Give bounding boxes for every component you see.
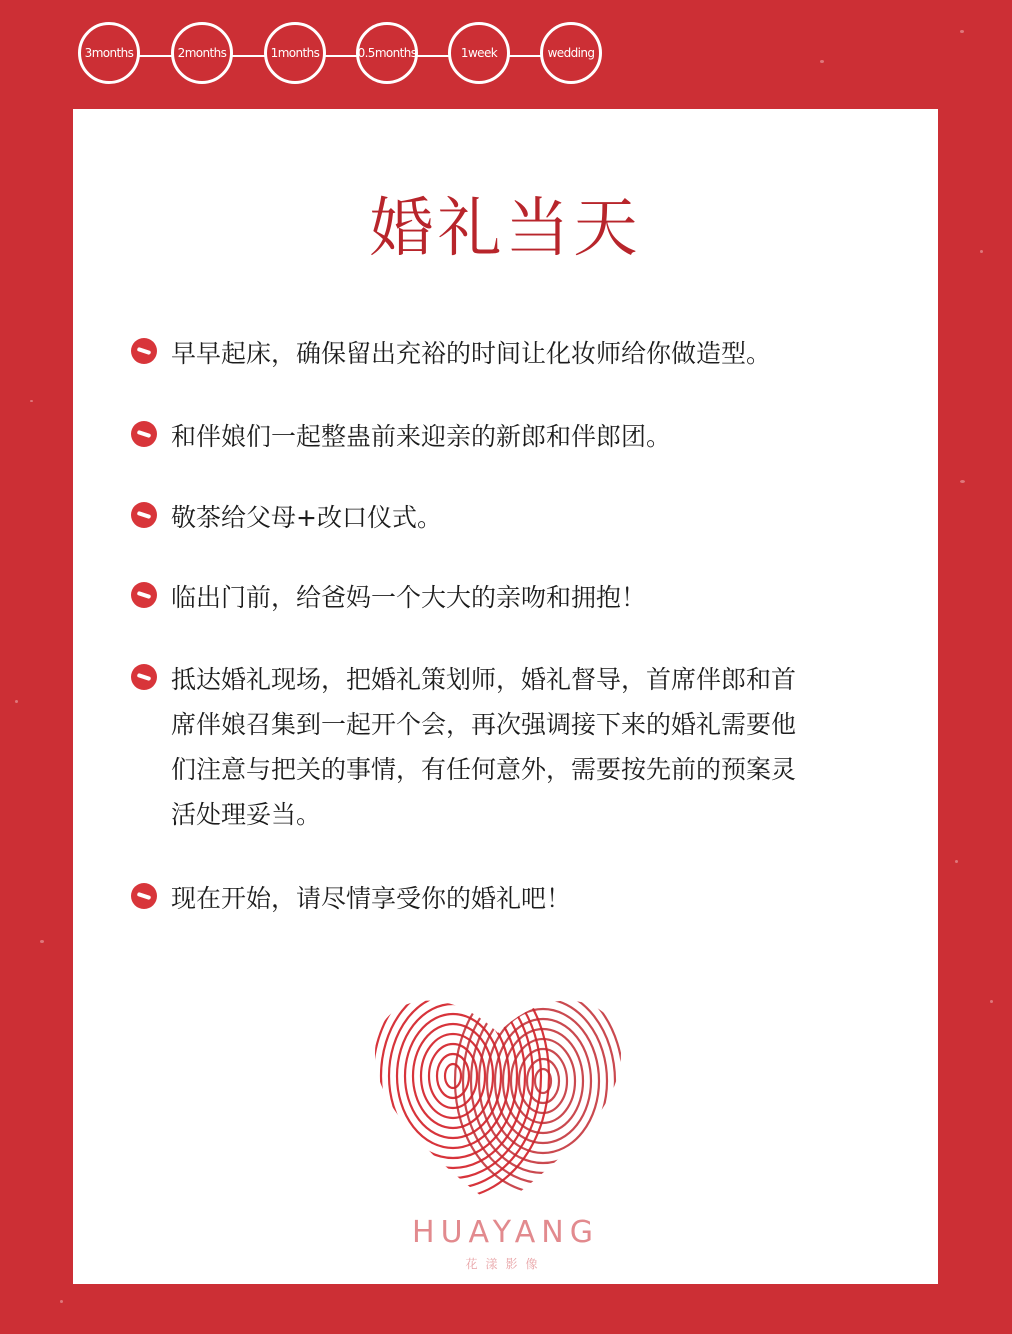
list-item-text: 和伴娘们一起整蛊前来迎亲的新郎和伴郎团。 [171,422,672,451]
page-title: 婚礼当天 [369,192,642,266]
list-item-text: 抵达婚礼现场，把婚礼策划师，婚礼督导，首席伴郎和首席伴娘召集到一起开个会，再次强调接下来的婚礼需要他们注意与把关的事情，有任何意外，需要按先前的预案灵活处理妥当。 [171,665,797,829]
list-item-text: 临出门前，给爸妈一个大大的亲吻和拥抱！ [171,583,647,612]
bullet-circle-icon [131,502,157,528]
bullet-circle-icon [131,582,157,608]
timeline-step-1months[interactable]: 1months [264,22,326,84]
timeline-step-wedding[interactable]: wedding [540,22,602,84]
bullet-circle-icon [131,883,157,909]
list-item-text: 早早起床，确保留出充裕的时间让化妆师给你做造型。 [171,339,772,368]
timeline-step-2months[interactable]: 2months [171,22,233,84]
timeline-step-0.5months[interactable]: 0.5months [356,22,418,84]
timeline-step-3months[interactable]: 3months [78,22,140,84]
bullet-circle-icon [131,664,157,690]
timeline-step-1week[interactable]: 1week [448,22,510,84]
bullet-circle-icon [131,421,157,447]
brand-subtitle: 花漾影像 [465,1257,546,1271]
bullet-circle-icon [131,338,157,364]
timeline [78,22,608,90]
content-card [73,109,938,1284]
list-item-text: 现在开始，请尽情享受你的婚礼吧！ [171,884,572,913]
list-item-text: 敬茶给父母+改口仪式。 [171,503,442,532]
brand-name: HUAYANG [412,1215,599,1250]
fingerprint-heart-icon [368,981,628,1221]
